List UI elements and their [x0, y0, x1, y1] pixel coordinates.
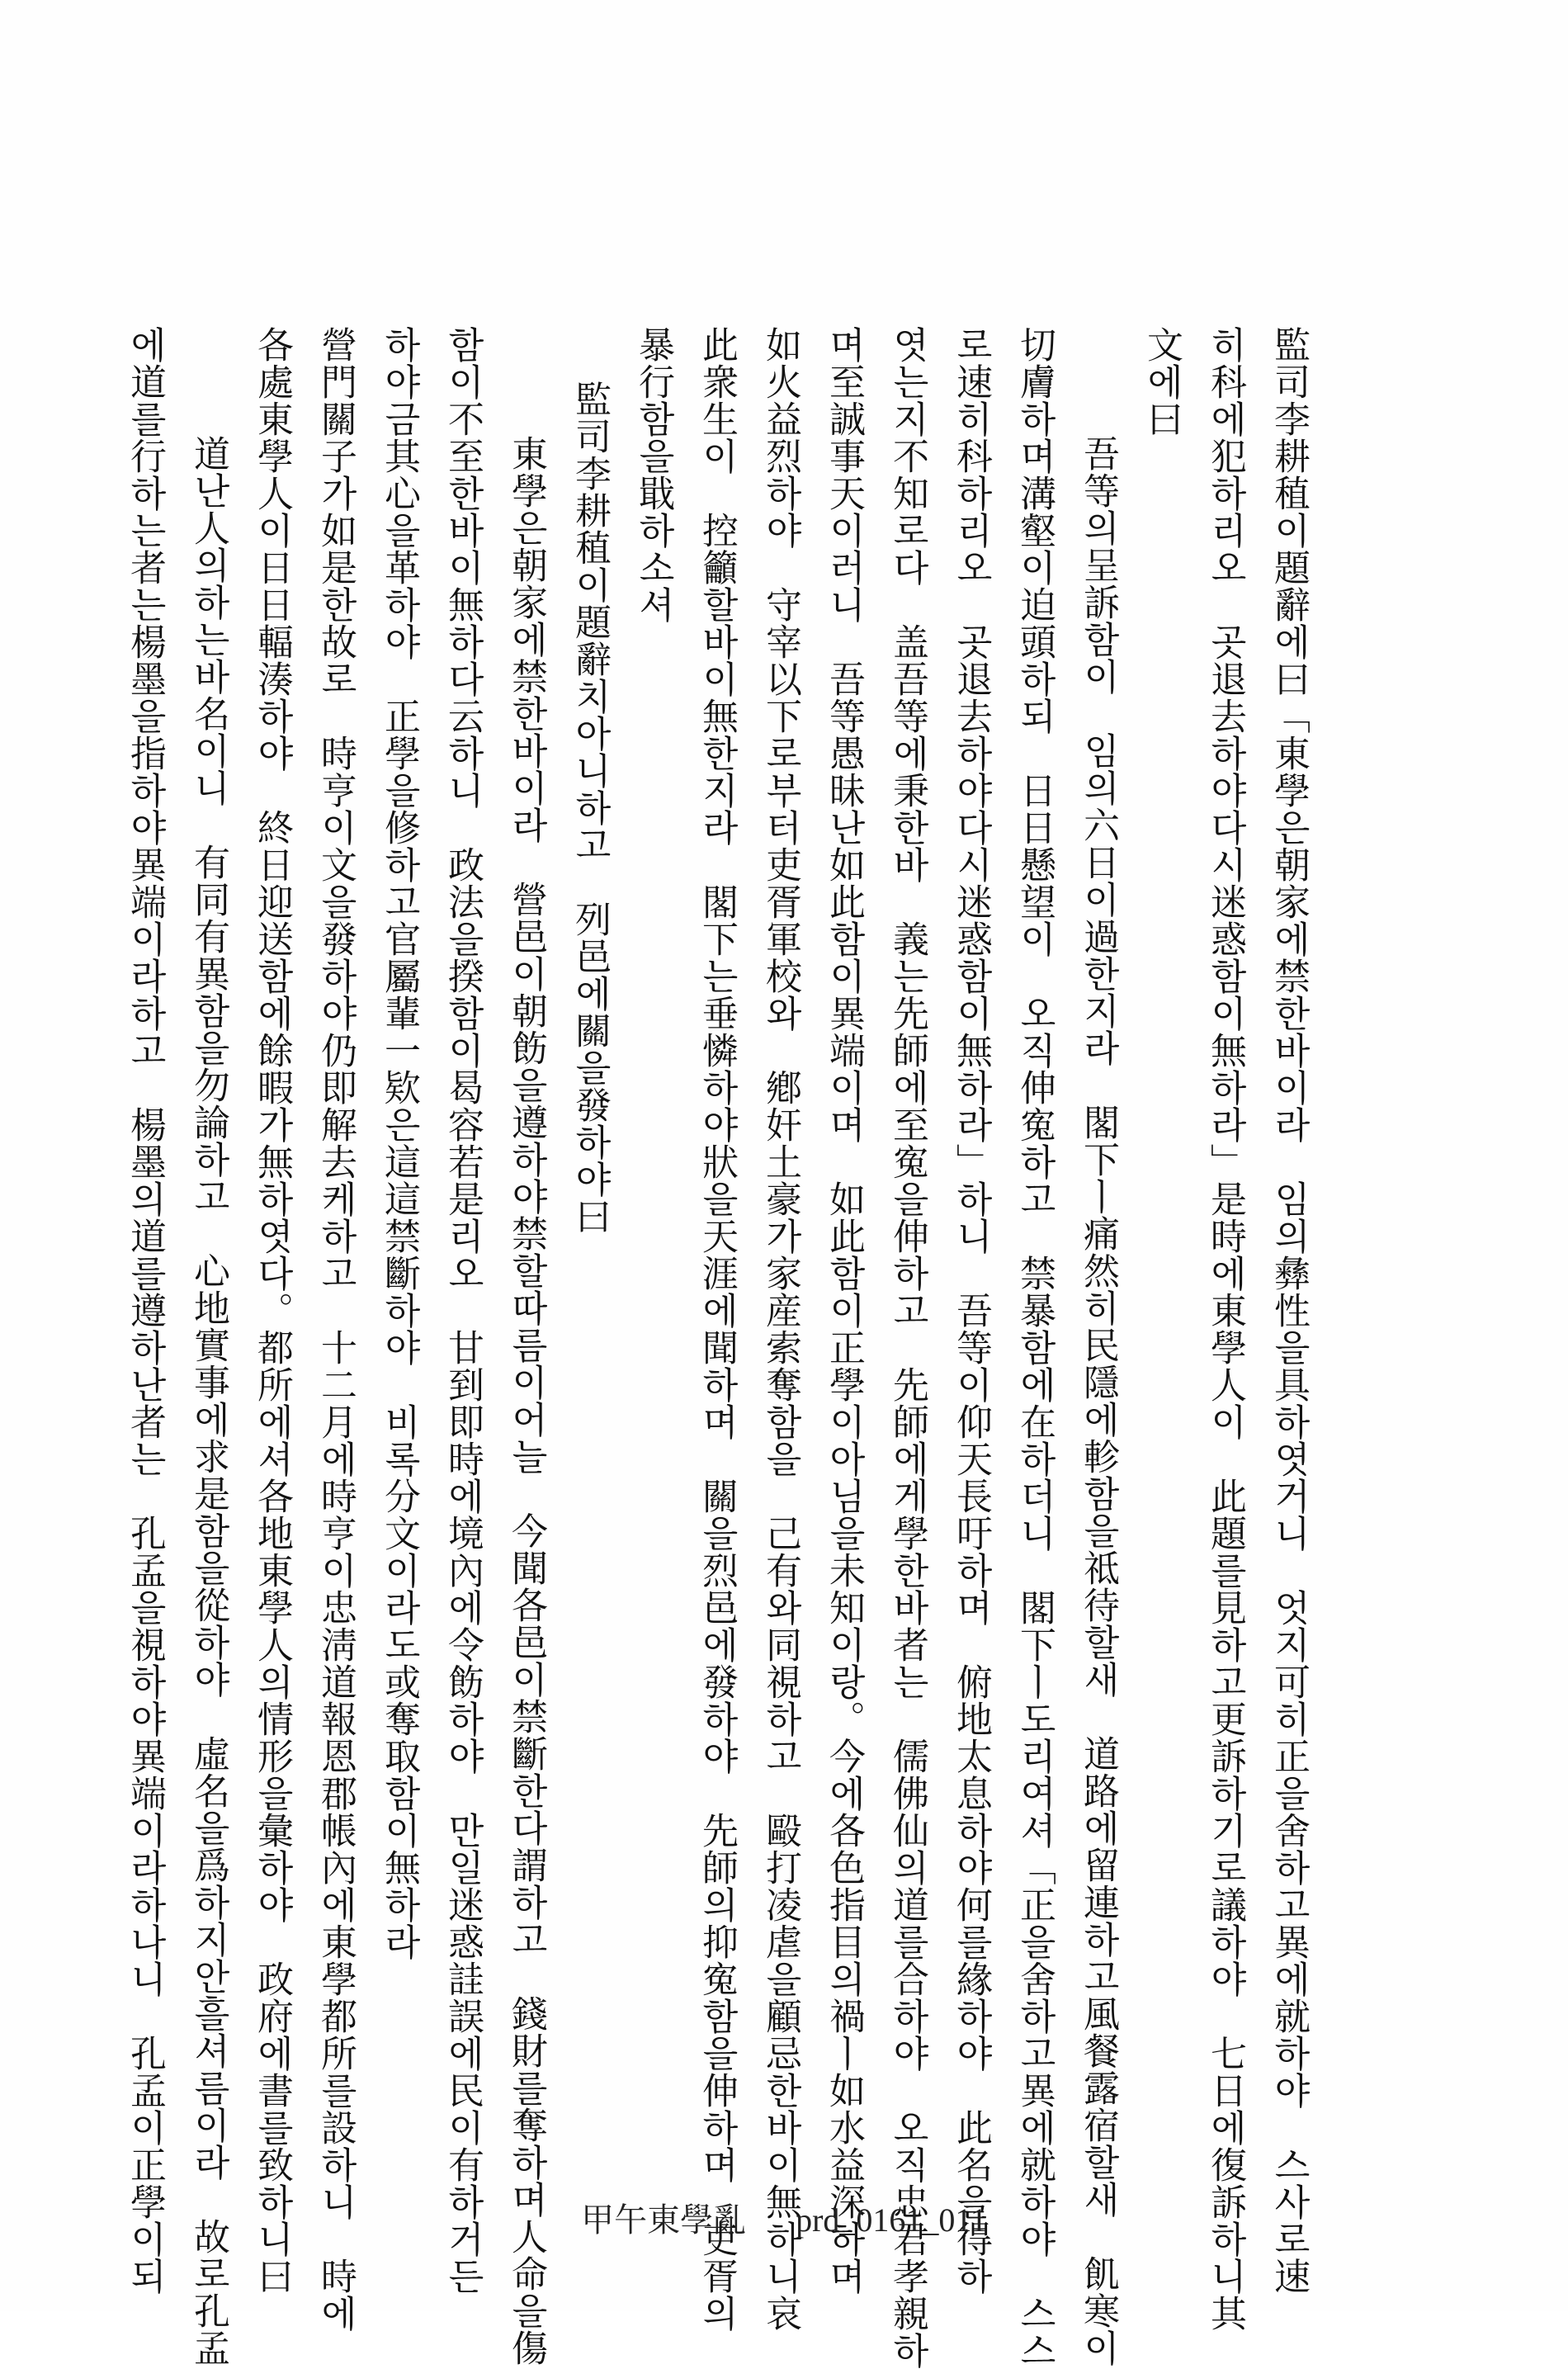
text-column: 東學은朝家에禁한바이라 營邑이朝飭을遵하야禁할따름이어늘 今聞各邑이禁斷한다謂하고 錢財를奪하며人命을傷 — [505, 435, 547, 2367]
text-column: 此衆生이 控籲할바이無한지라 閣下는垂憐하야狀을天涯에聞하며 關을烈邑에發하야 先師의抑寃함을伸하며 吏胥의 — [696, 326, 738, 2332]
text-column: 監司李耕稙이題辭치아니하고 列邑에關을發하야曰 — [569, 381, 611, 1235]
text-column: 함이不至한바이無하다云하니 政法을揆함이曷容若是리오 甘到即時에境內에令飭하야 만일迷惑詿誤에民이有하거든 — [442, 326, 484, 2295]
text-column: 道난人의하는바名이니 有同有異함을勿論하고 心地實事에求是함을從하야 虛名을爲하지안흘셔름이라 故로孔孟 — [187, 435, 229, 2367]
footer-title: 甲午東學亂 — [581, 2201, 747, 2239]
text-column: 暴行함을戢하소셔 — [632, 326, 674, 623]
text-column: 文에曰 — [1141, 326, 1183, 437]
text-column: 엿는지不知로다 盖吾等에秉한바 義는先師에至寃을伸하고 先師에게學한바者는 儒佛仙의道를合하야 오직忠君孝親하 — [886, 326, 928, 2369]
text-column: 에道를行하는者는楊墨을指하야異端이라하고 楊墨의道를遵하난者는 孔孟을視하야異端이라하나니 孔孟이正學이되 — [124, 326, 166, 2295]
page-footer — [0, 2194, 1568, 2241]
footer-code: prd_0161_011 — [796, 2201, 987, 2239]
text-column: 切膚하며溝壑이迫頭하되 日日懸望이 오직伸寃하고 禁暴함에在하더니 閣下ㅣ도리여셔「正을舍하고異에就하야 스스 — [1013, 326, 1056, 2369]
text-column: 하야금其心을革하야 正學을修하고官屬輩一欵은這這禁斷하야 비록分文이라도或奪取함이無하라 — [378, 326, 420, 1960]
text-column: 히科에犯하리오 곳退去하야다시迷惑함이無하라」是時에東學人이 此題를見하고更訴하기로議하야 七日에復訴하니其 — [1204, 326, 1246, 2332]
text-column: 如火益烈하야 守宰以下로부터吏胥軍校와 鄕奸土豪가家産索奪함을 己有와同視하고 毆打凌虐을顧忌한바이無하니哀 — [759, 326, 801, 2332]
text-column: 各處東學人이日日輻湊하야 終日迎送함에餘暇가無하엿다。都所에셔各地東學人의情形을彙하야 政府에書를致하니曰 — [251, 326, 293, 2295]
text-column: 로速히科하리오 곳退去하야다시迷惑함이無하라」하니 吾等이仰天長吁하며 俯地太息하야何를緣하야 此名을得하 — [950, 326, 992, 2295]
text-column: 吾等의呈訴함이 임의六日이過한지라 閣下ㅣ痛然히民隱에軫함을祗待할새 道路에留連하고風餐露宿할새 飢寒이 — [1077, 435, 1119, 2367]
text-column: 營門關子가如是한故로 時亨이文을發하야仍即解去케하고 十二月에時亨이忠淸道報恩郡帳內에東學都所를設하니 時에 — [314, 326, 357, 2332]
text-column: 監司李耕稙이題辭에曰「東學은朝家에禁한바이라 임의彝性을具하엿거니 엇지可히正을舍하고異에就하야 스사로速 — [1268, 326, 1310, 2295]
text-column: 며至誠事天이러니 吾等愚昧난如此함이異端이며 如此함이正學이아님을未知이랑。今에各色指目의禍ㅣ如水益深하며 — [823, 326, 865, 2295]
